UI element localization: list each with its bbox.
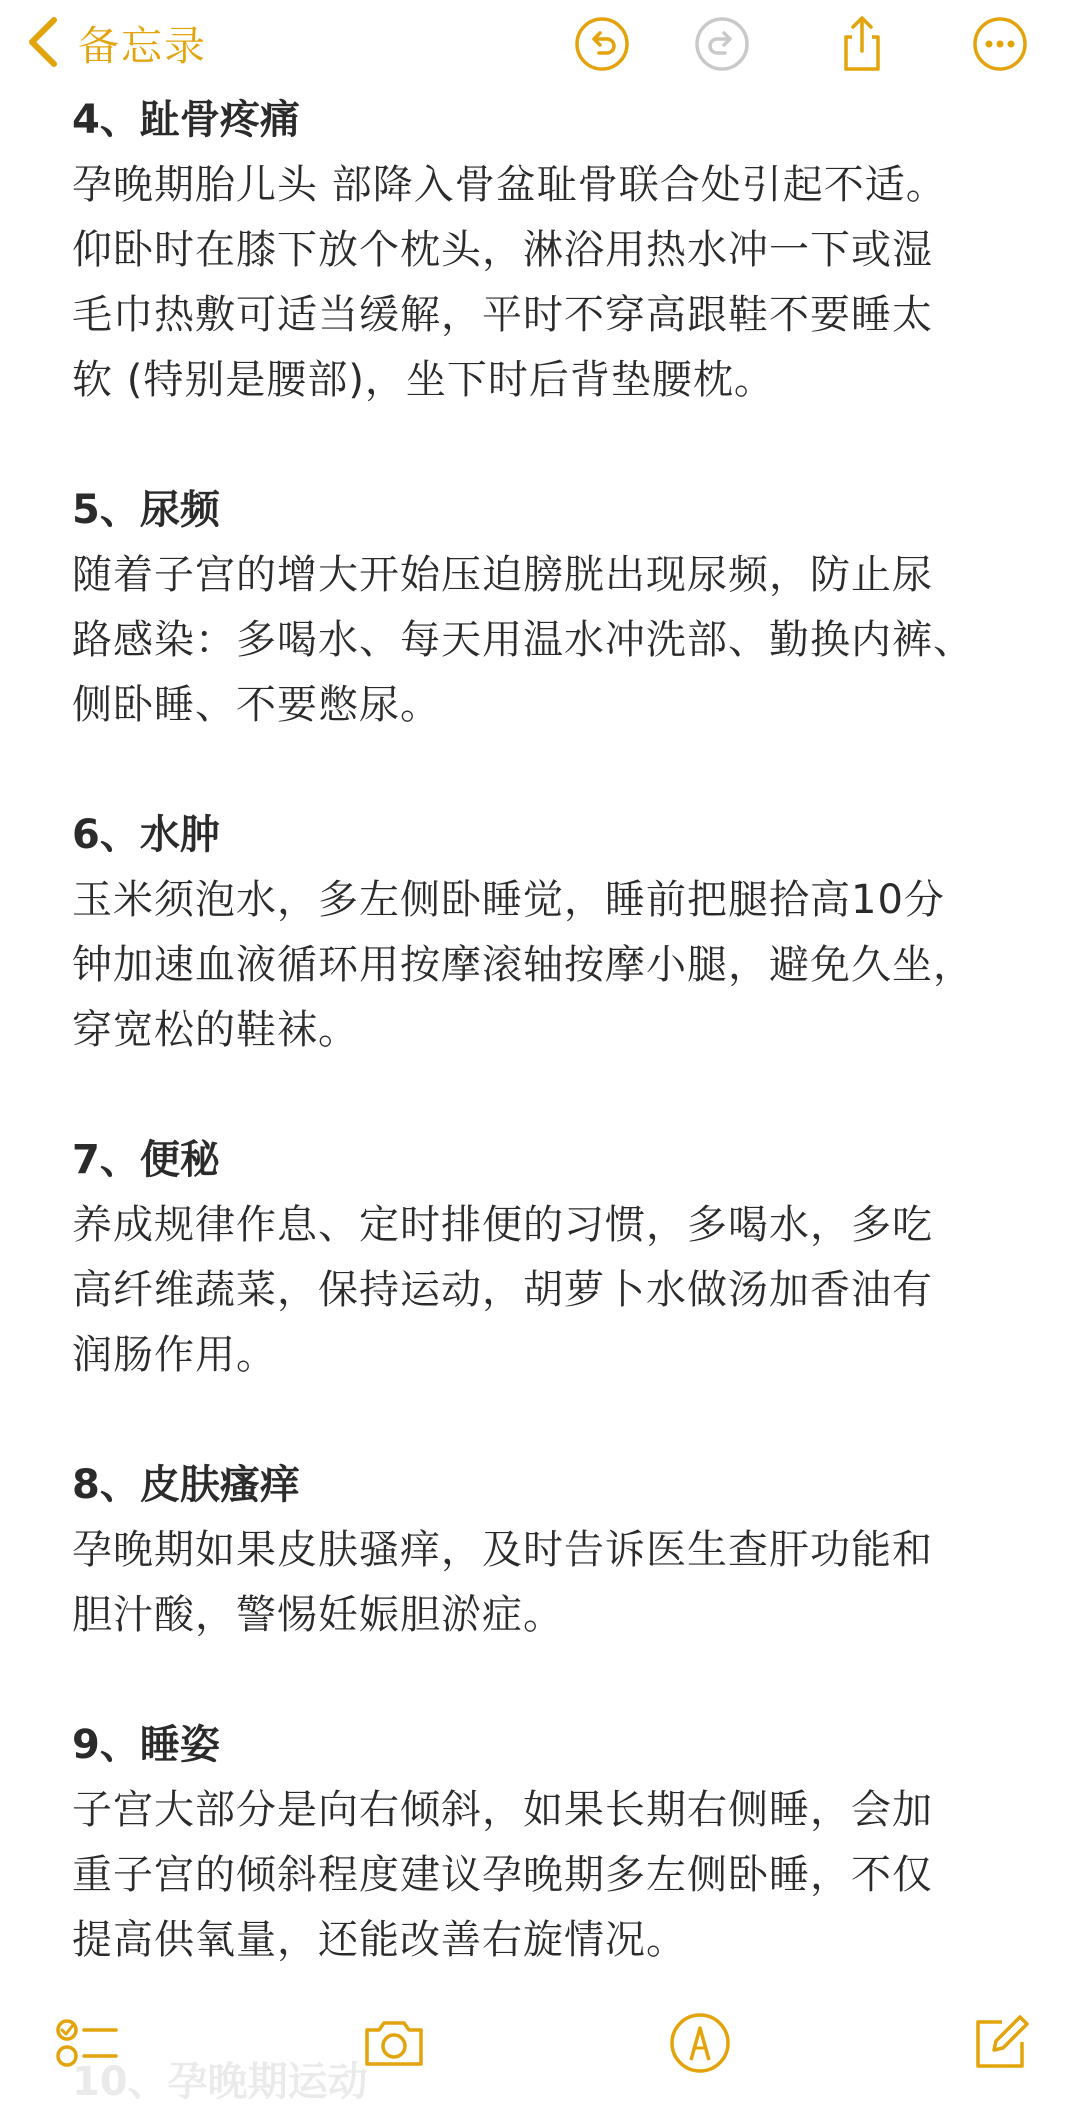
more-button[interactable]	[970, 14, 1030, 74]
section-line: 随着子宫的增大开始压迫膀胱出现尿频，防止尿	[72, 552, 933, 598]
section-line: 软 (特别是腰部)，坐下时后背垫腰枕。	[72, 357, 775, 403]
section-line: 润肠作用。	[72, 1332, 277, 1378]
section-title: 5、尿频	[72, 487, 220, 533]
section-line: 提高供氧量，还能改善右旋情况。	[72, 1917, 687, 1963]
section-line: 玉米须泡水，多左侧卧睡觉，睡前把腿拾高10分	[72, 877, 945, 923]
note-section	[72, 803, 1032, 1063]
section-line: 高纤维蔬菜，保持运动，胡萝卜水做汤加香油有	[72, 1267, 933, 1313]
section-line: 毛巾热敷可适当缓解，平时不穿高跟鞋不要睡太	[72, 292, 933, 338]
bottom-toolbar	[0, 1990, 1080, 2107]
section-line: 路感染：多喝水、每天用温水冲洗部、勤换内裤、	[72, 617, 974, 663]
share-icon	[833, 15, 891, 73]
share-button[interactable]	[832, 14, 892, 74]
note-section	[72, 1453, 1032, 1648]
note-body[interactable]	[72, 88, 1032, 2038]
section-title: 8、皮肤瘙痒	[72, 1462, 300, 1508]
section-title: 4、趾骨疼痛	[72, 97, 300, 143]
note-section	[72, 1713, 1032, 1973]
redo-button[interactable]	[692, 14, 752, 74]
note-section	[72, 478, 1032, 738]
section-title: 9、睡姿	[72, 1722, 220, 1768]
section-line: 穿宽松的鞋袜。	[72, 1007, 359, 1053]
section-line: 孕晚期胎儿头 部降入骨盆耻骨联合处引起不适。	[72, 162, 947, 208]
checklist-icon	[54, 2010, 120, 2076]
compose-icon	[968, 2010, 1034, 2076]
section-line: 孕晚期如果皮肤骚痒，及时告诉医生查肝功能和	[72, 1527, 933, 1573]
compose-button[interactable]	[966, 2008, 1036, 2078]
undo-button[interactable]	[572, 14, 632, 74]
camera-button[interactable]	[359, 2008, 429, 2078]
section-title: 7、便秘	[72, 1137, 220, 1183]
more-icon	[971, 15, 1029, 73]
undo-icon	[573, 15, 631, 73]
section-line: 仰卧时在膝下放个枕头，淋浴用热水冲一下或湿	[72, 227, 933, 273]
markup-icon	[667, 2010, 733, 2076]
section-title: 6、水肿	[72, 812, 220, 858]
checklist-button[interactable]	[52, 2008, 122, 2078]
back-button[interactable]	[26, 12, 207, 72]
section-line: 钟加速血液循环用按摩滚轴按摩小腿，避免久坐，	[72, 942, 974, 988]
markup-button[interactable]	[665, 2008, 735, 2078]
camera-icon	[361, 2010, 427, 2076]
note-section	[72, 1128, 1032, 1388]
section-line: 子宫大部分是向右倾斜，如果长期右侧睡，会加	[72, 1787, 933, 1833]
section-line: 养成规律作息、定时排便的习惯，多喝水，多吃	[72, 1202, 933, 1248]
section-line: 重子宫的倾斜程度建议孕晚期多左侧卧睡，不仅	[72, 1852, 933, 1898]
chevron-left-icon	[26, 16, 60, 68]
top-toolbar	[0, 0, 1080, 90]
redo-icon	[693, 15, 751, 73]
section-line: 胆汁酸，警惕妊娠胆淤症。	[72, 1592, 564, 1638]
section-line: 侧卧睡、不要憋尿。	[72, 682, 441, 728]
back-label: 备忘录	[78, 21, 207, 70]
note-section	[72, 88, 1032, 413]
